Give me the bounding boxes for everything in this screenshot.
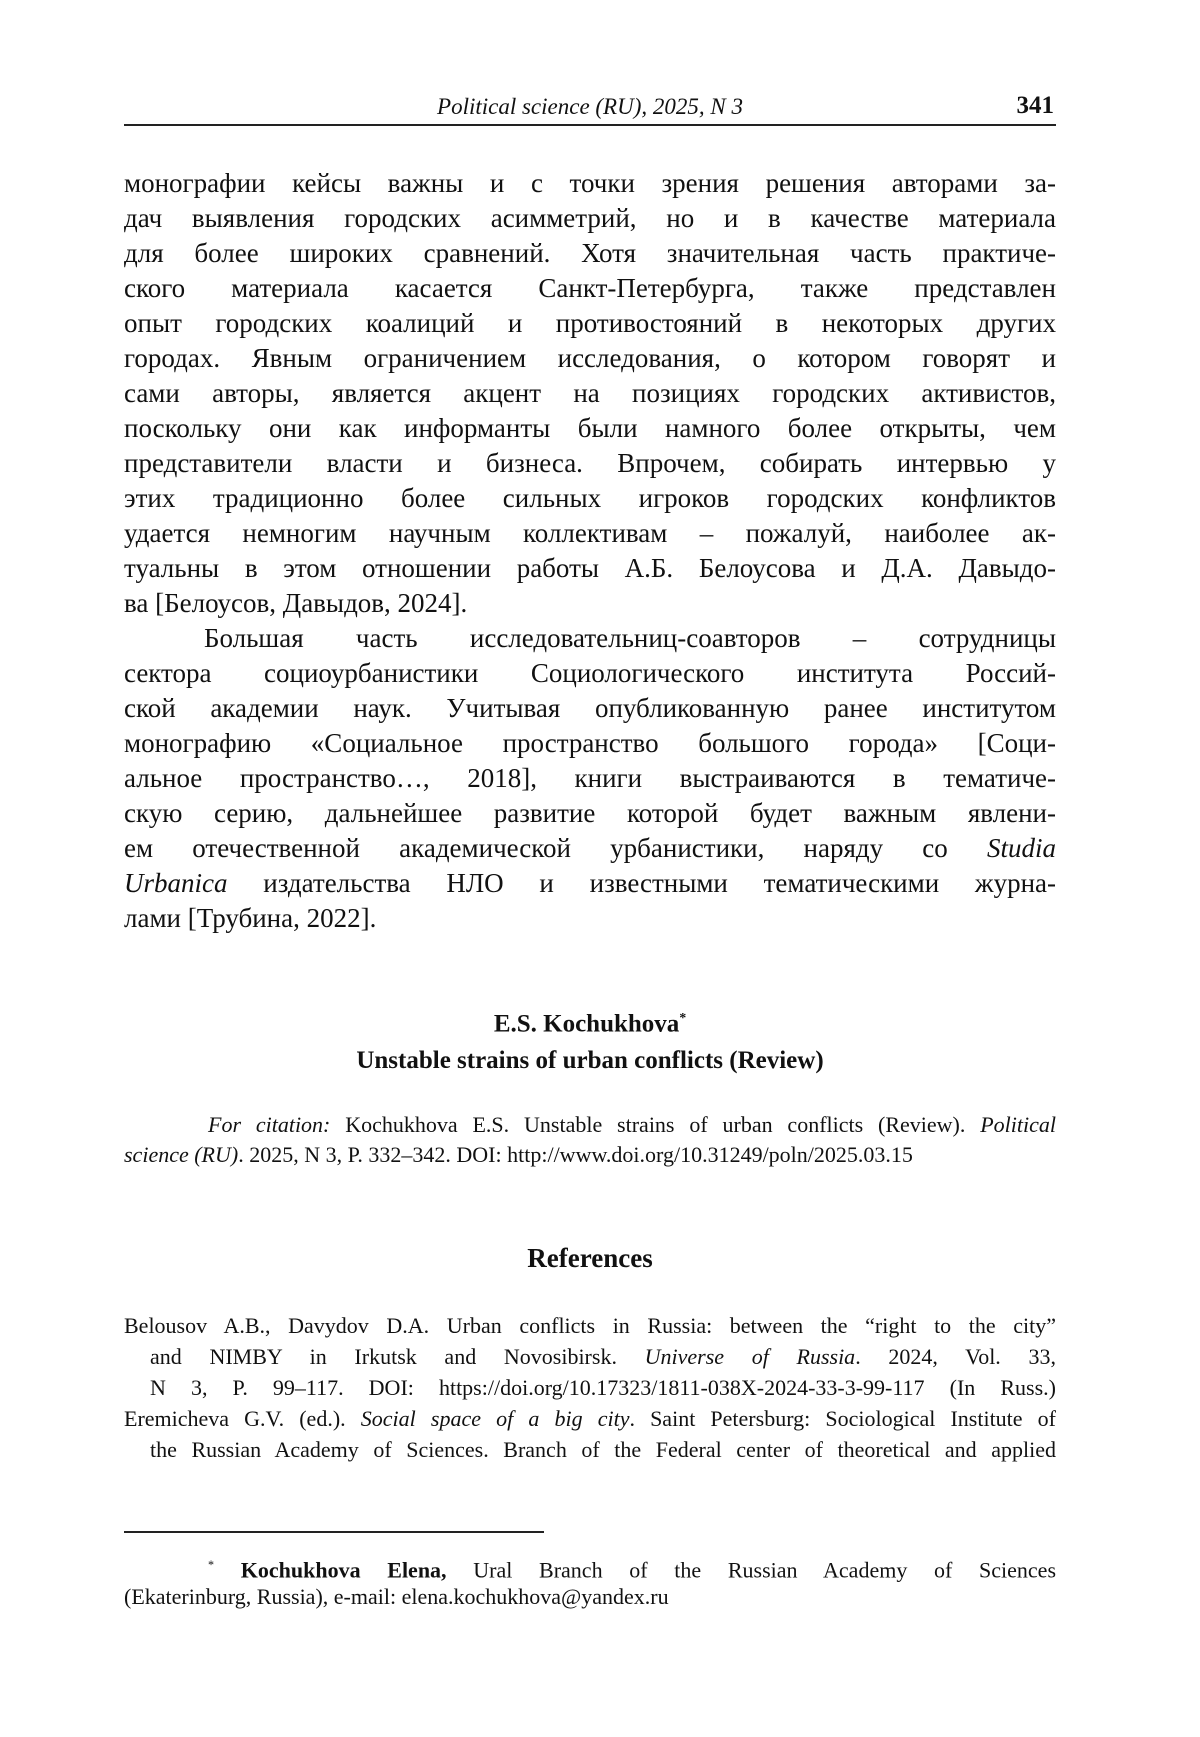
text-line: монографии кейсы важны и с точки зрения решения авторами за-: [124, 168, 1056, 198]
running-header: [124, 92, 1056, 126]
text-line: лами [Трубина, 2022].: [124, 903, 377, 933]
text-line: опыт городских коалиций и противостояний в некоторых других: [124, 308, 1056, 338]
text-line: [124, 1140, 1056, 1170]
journal-title: Political science (RU), 2025, N 3: [437, 94, 743, 119]
references-heading: References: [527, 1243, 653, 1273]
text-line: сами авторы, является акцент на позициях городских активистов,: [124, 378, 1056, 408]
text-line: [124, 866, 1056, 901]
article-author: [124, 1010, 1056, 1038]
text-segment: издательства НЛО и известными тематическими журна-: [227, 868, 1056, 898]
footnote-line: [124, 1550, 1056, 1581]
text-segment: . 2024, Vol. 33,: [855, 1344, 1056, 1369]
text-segment: ем отечественной академической урбанистики, наряду со: [124, 833, 987, 863]
text-line: ского материала касается Санкт-Петербурга, также представлен: [124, 273, 1056, 303]
text-line: для более широких сравнений. Хотя значительная часть практиче-: [124, 238, 1056, 268]
text-line: поскольку они как информанты были намного более открыты, чем: [124, 413, 1056, 443]
references-list: [124, 1310, 1056, 1465]
reference-line: N 3, P. 99–117. DOI: https://doi.org/10.17323/1811-038X-2024-33-3-99-117 (In Russ.): [150, 1375, 1056, 1400]
footnote-author: Kochukhova Elena,: [240, 1557, 447, 1583]
text-segment: . 2025, N 3, P. 332–342. DOI: http://www.doi.org/10.31249/poln/2025.03.15: [238, 1142, 913, 1167]
footnote-mark: *: [208, 1558, 215, 1572]
text-segment: Kochukhova E.S. Unstable strains of urban conflicts (Review).: [330, 1112, 981, 1137]
text-line: дач выявления городских асимметрий, но и в качестве материала: [124, 203, 1056, 233]
text-line: сектора социоурбанистики Социологического института Россий-: [124, 658, 1056, 688]
text-line: городах. Явным ограничением исследования, о котором говорят и: [124, 343, 1056, 373]
text-line: ской академии наук. Учитывая опубликованную ранее институтом: [124, 693, 1056, 723]
body-text: [124, 166, 1056, 936]
text-line: Большая часть исследовательниц-соавторов – сотрудницы: [204, 623, 1056, 653]
text-line: [124, 1110, 1056, 1140]
citation: [124, 1110, 1056, 1170]
footnote-mark: *: [679, 1010, 687, 1025]
reference-line: Belousov A.B., Davydov D.A. Urban conflicts in Russia: between the “right to the city”: [124, 1313, 1056, 1338]
italic-segment: Social space of a big city: [360, 1406, 630, 1431]
reference-line: [124, 1403, 1056, 1434]
citation-label: For citation:: [208, 1112, 331, 1137]
italic-segment: Studia: [986, 833, 1056, 863]
text-line: удается немногим научным коллективам – пожалуй, наиболее ак-: [124, 518, 1056, 548]
italic-segment: Universe of Russia: [644, 1344, 856, 1369]
text-line: скую серию, дальнейшее развитие которой будет важным явлени-: [124, 798, 1056, 828]
text-line: монографию «Социальное пространство большого города» [Соци-: [124, 728, 1056, 758]
text-segment: and NIMBY in Irkutsk and Novosibirsk.: [150, 1344, 645, 1369]
page-number: 341: [1016, 92, 1054, 119]
text-line: представители власти и бизнеса. Впрочем, собирать интервью у: [124, 448, 1056, 478]
text-segment: Eremicheva G.V. (ed.).: [124, 1406, 361, 1431]
text-line: [124, 831, 1056, 866]
article-title: Unstable strains of urban conflicts (Review): [356, 1047, 824, 1074]
text-segment: Ural Branch of the Russian Academy of Sciences: [446, 1557, 1057, 1583]
text-segment: . Saint Petersburg: Sociological Institute of: [629, 1406, 1057, 1431]
footnote-divider: [124, 1531, 544, 1533]
footnote: [124, 1550, 1056, 1612]
italic-segment: Political: [980, 1112, 1056, 1137]
footnote-line: (Ekaterinburg, Russia), e-mail: elena.kochukhova@yandex.ru: [124, 1584, 669, 1609]
reference-line: [124, 1341, 1056, 1372]
text-line: туальны в этом отношении работы А.Б. Белоусова и Д.А. Давыдо-: [124, 553, 1056, 583]
italic-segment: science (RU): [124, 1142, 239, 1167]
text-line: ва [Белоусов, Давыдов, 2024].: [124, 588, 468, 618]
reference-line: the Russian Academy of Sciences. Branch of the Federal center of theoretical and applied: [150, 1437, 1056, 1462]
text-line: этих традиционно более сильных игроков городских конфликтов: [124, 483, 1056, 513]
author-name: E.S. Kochukhova: [493, 1010, 680, 1038]
text-line: альное пространство…, 2018], книги выстраиваются в тематиче-: [124, 763, 1056, 793]
italic-segment: Urbanica: [124, 868, 228, 898]
